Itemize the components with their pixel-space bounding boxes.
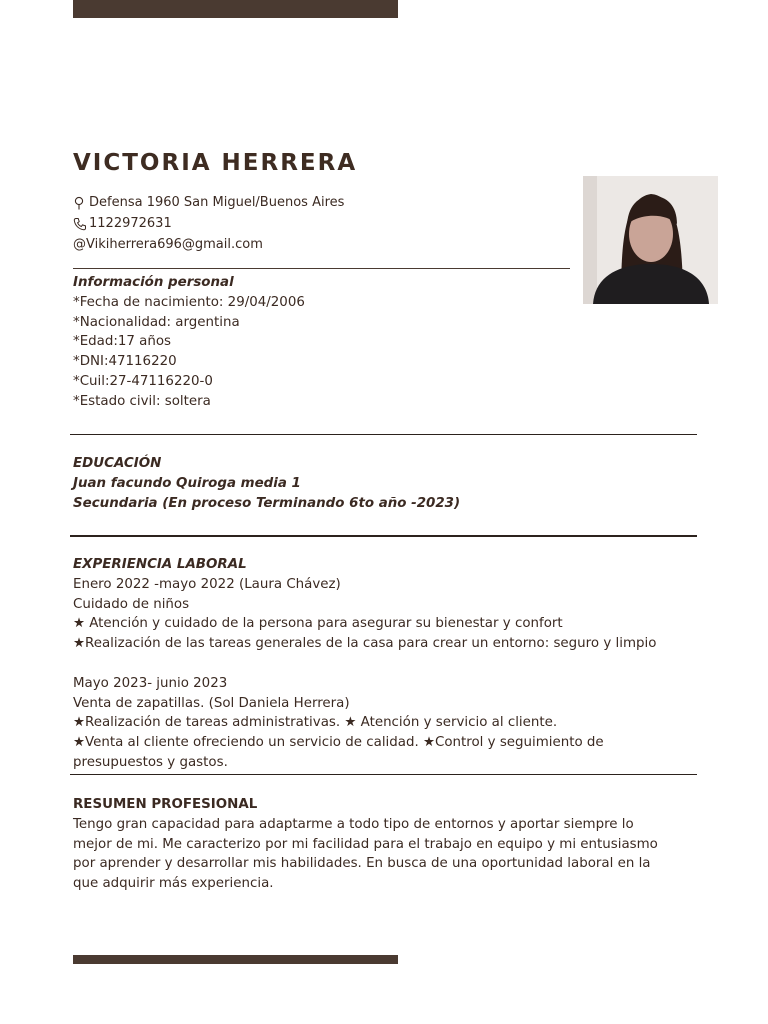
spacer bbox=[73, 654, 656, 674]
experience-section bbox=[73, 555, 656, 773]
phone-line bbox=[73, 213, 344, 234]
education-level: Secundaria (En proceso Terminando 6to año -2023) bbox=[73, 495, 461, 511]
phone-icon bbox=[73, 217, 87, 231]
candidate-name: VICTORIA HERRERA bbox=[73, 150, 358, 176]
bottom-accent-bar bbox=[73, 955, 398, 964]
personal-info-title: Información personal bbox=[73, 275, 234, 290]
experience-title: EXPERIENCIA LABORAL bbox=[73, 557, 247, 572]
address-text: Defensa 1960 San Miguel/Buenos Aires bbox=[89, 195, 345, 210]
location-pin-icon bbox=[73, 196, 87, 210]
section-divider bbox=[70, 535, 697, 537]
summary-section bbox=[73, 795, 683, 894]
email-text: @Vikiherrera696@gmail.com bbox=[73, 237, 263, 252]
education-section bbox=[73, 454, 460, 513]
job-period: Enero 2022 -mayo 2022 (Laura Chávez) bbox=[73, 576, 341, 592]
phone-text: 1122972631 bbox=[89, 216, 172, 231]
summary-line: Tengo gran capacidad para adaptarme a todo tipo de entornos y aportar siempre lo bbox=[73, 816, 634, 832]
job-task: ★Realización de tareas administrativas. ★ Atención y servicio al cliente. bbox=[73, 715, 558, 731]
summary-line: mejor de mi. Me caracterizo por mi facilidad para el trabajo en equipo y mi entusiasmo bbox=[73, 836, 658, 852]
contact-separator bbox=[73, 268, 570, 269]
email-line bbox=[73, 234, 344, 255]
personal-line: *Edad:17 años bbox=[73, 334, 172, 350]
personal-line: *Nacionalidad: argentina bbox=[73, 314, 240, 330]
job-task: presupuestos y gastos. bbox=[73, 754, 228, 770]
section-divider bbox=[70, 774, 697, 775]
job-task: ★Realización de las tareas generales de la casa para crear un entorno: seguro y limpio bbox=[73, 636, 657, 652]
personal-line: *Cuil:27-47116220-0 bbox=[73, 373, 213, 389]
summary-line: que adquirir más experiencia. bbox=[73, 876, 274, 892]
job-task: ★ Atención y cuidado de la persona para asegurar su bienestar y confort bbox=[73, 616, 563, 632]
top-accent-bar bbox=[73, 0, 398, 18]
personal-line: *DNI:47116220 bbox=[73, 354, 177, 370]
job-role: Cuidado de niños bbox=[73, 596, 190, 612]
profile-photo bbox=[583, 176, 718, 304]
address-line bbox=[73, 192, 344, 213]
job-period: Mayo 2023- junio 2023 bbox=[73, 675, 228, 691]
contact-block bbox=[73, 192, 344, 255]
education-school: Juan facundo Quiroga media 1 bbox=[73, 475, 301, 491]
education-title: EDUCACIÓN bbox=[73, 456, 162, 471]
job-role: Venta de zapatillas. (Sol Daniela Herrera) bbox=[73, 695, 350, 711]
personal-line: *Estado civil: soltera bbox=[73, 393, 211, 409]
personal-line: *Fecha de nacimiento: 29/04/2006 bbox=[73, 294, 305, 310]
personal-info-section bbox=[73, 273, 305, 412]
summary-title: RESUMEN PROFESIONAL bbox=[73, 797, 258, 812]
summary-line: por aprender y desarrollar mis habilidades. En busca de una oportunidad laboral en la bbox=[73, 856, 651, 872]
section-divider bbox=[70, 434, 697, 435]
job-task: ★Venta al cliente ofreciendo un servicio de calidad. ★Control y seguimiento de bbox=[73, 735, 604, 751]
